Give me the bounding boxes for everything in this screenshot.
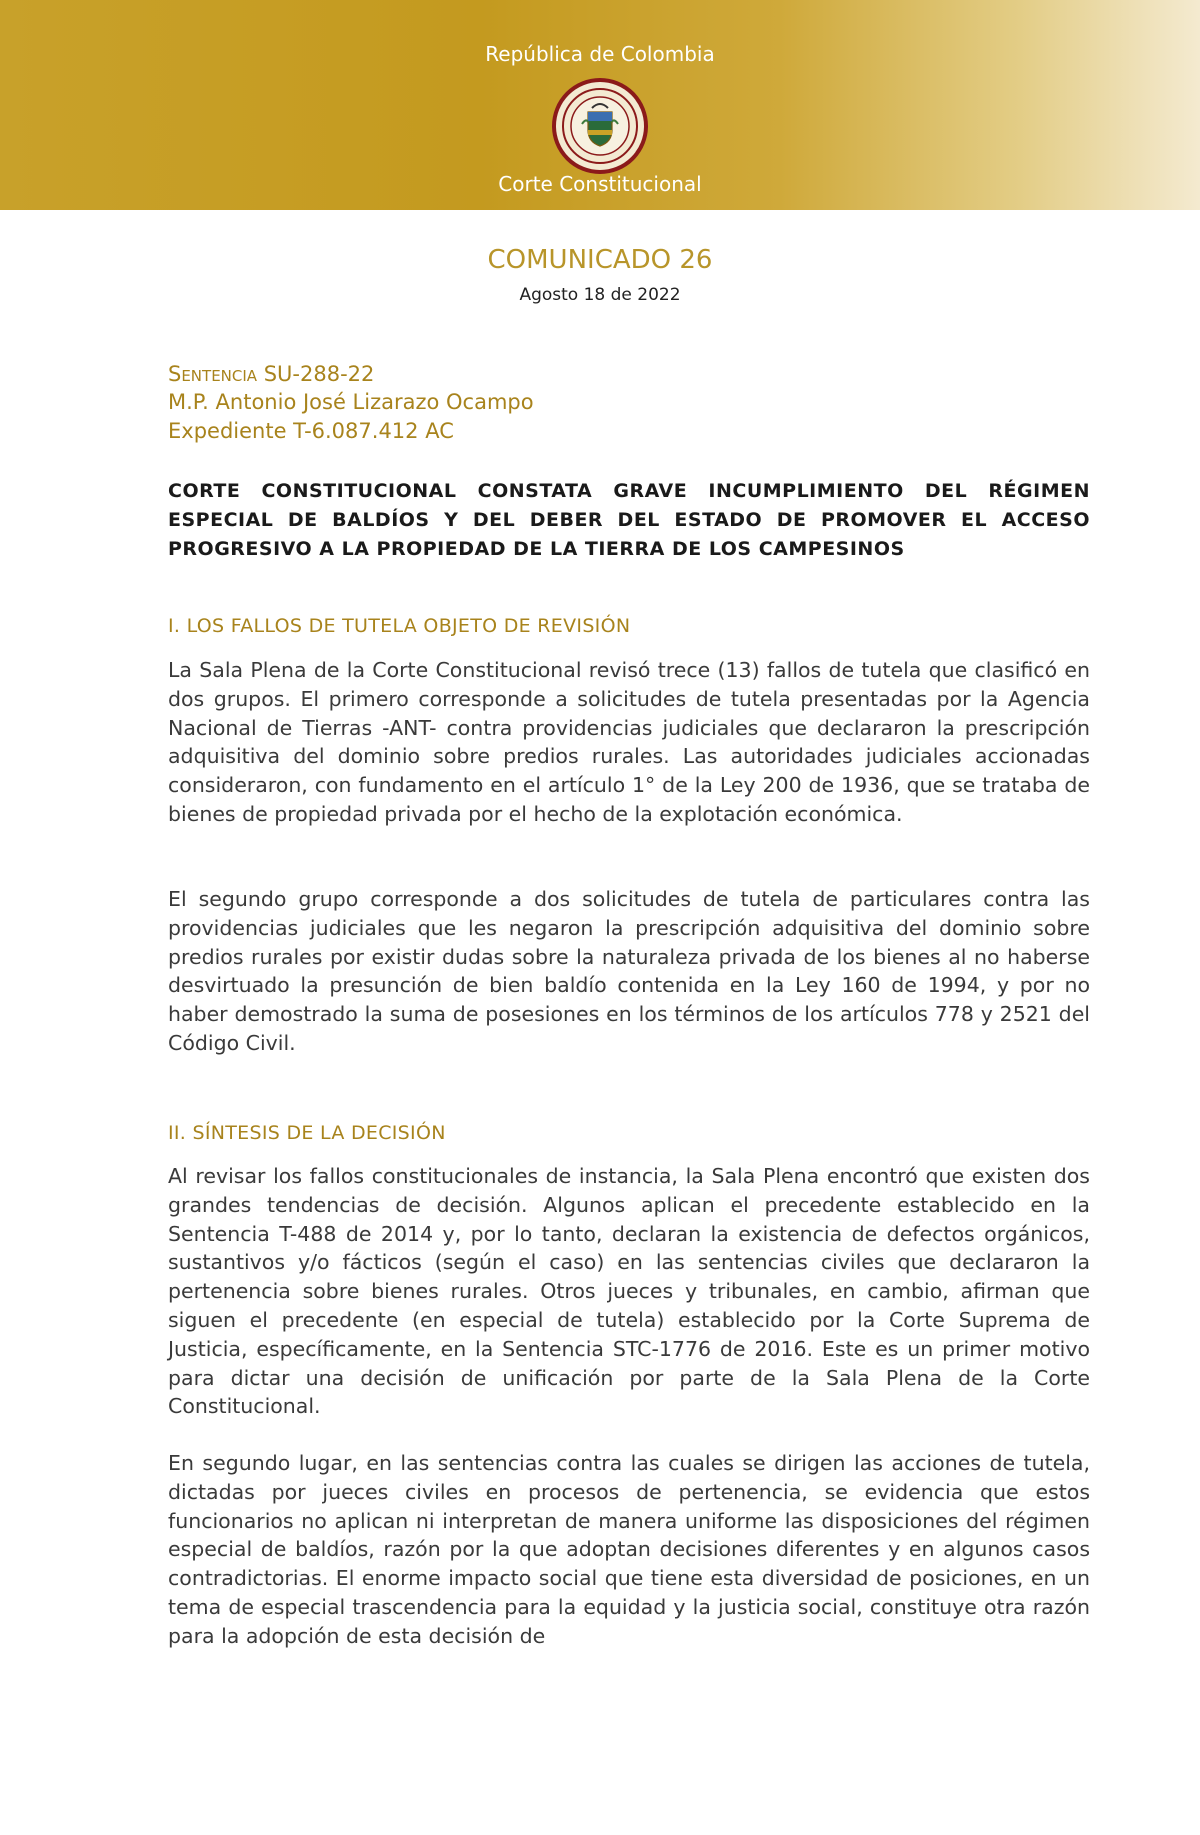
body-paragraph: Al revisar los fallos constitucionales de instancia, la Sala Plena encontró que existen dos grandes tendencias de decisión. Algunos aplican el precedente establecido en la Sentencia T-488 de 2014 y, por lo tanto, declaran la existencia de defectos orgánicos, sustantivos y/o fácticos (según el caso) en las sentencias civiles que declararon la pertenencia sobre bienes rurales. Otros jueces y tribunales, en cambio, afirman que siguen el precedente (en especial de tutela) establecido por la Corte Suprema de Justicia, específicamente, en la Sentencia STC-1776 de 2016. Este es un primer motivo para dictar una decisión de unificación por parte de la Sala Plena de la Corte Constitucional. bbox=[168, 1164, 1090, 1419]
sentencia-reference: Sentencia SU-288-22 bbox=[168, 362, 375, 386]
body-paragraph: La Sala Plena de la Corte Constitucional revisó trece (13) fallos de tutela que clasificó en dos grupos. El primero corresponde a solicitudes de tutela presentadas por la Agencia Nacional de Tierras -ANT- contra providencias judiciales que declararon la prescripción adquisitiva del dominio sobre predios rurales. Las autoridades judiciales accionadas consideraron, con fundamento en el artículo 1° de la Ley 200 de 1936, que se trataba de bienes de propiedad privada por el hecho de la explotación económica. bbox=[168, 658, 1090, 826]
header-institution-text: Corte Constitucional bbox=[498, 172, 702, 196]
header-country-text: República de Colombia bbox=[485, 42, 715, 66]
section-heading: II. SÍNTESIS DE LA DECISIÓN bbox=[168, 1122, 446, 1144]
press-headline: CORTE CONSTITUCIONAL CONSTATA GRAVE INCUMPLIMIENTO DEL RÉGIMEN ESPECIAL DE BALDÍOS Y DEL DEBER DEL ESTADO DE PROMOVER EL ACCESO PROGRESIVO A LA PROPIEDAD DE LA TIERRA DE LOS CAMPESINOS bbox=[168, 480, 1090, 560]
body-paragraph: En segundo lugar, en las sentencias contra las cuales se dirigen las acciones de tutela, dictadas por jueces civiles en procesos de pertenencia, se evidencia que estos funcionarios no aplican ni interpretan de manera uniforme las disposiciones del régimen especial de baldíos, razón por la que adoptan decisiones diferentes y en algunos casos contradictorias. El enorme impacto social que tiene esta diversidad de posiciones, en un tema de especial trascendencia para la equidad y la justicia social, constituye otra razón para la adopción de esta decisión de bbox=[168, 1451, 1090, 1648]
expediente-number: Expediente T-6.087.412 AC bbox=[168, 419, 454, 443]
communique-title: COMUNICADO 26 bbox=[487, 245, 713, 275]
court-seal-logo bbox=[552, 78, 648, 174]
body-paragraph: El segundo grupo corresponde a dos solicitudes de tutela de particulares contra las providencias judiciales que les negaron la prescripción adquisitiva del dominio sobre predios rurales por existir dudas sobre la naturaleza privada de los bienes al no haberse desvirtuado la presunción de bien baldío contenida en la Ley 160 de 1994, y por no haber demostrado la suma de posesiones en los términos de los artículos 778 y 2521 del Código Civil. bbox=[168, 887, 1090, 1055]
communique-date: Agosto 18 de 2022 bbox=[519, 285, 681, 305]
section-heading: I. LOS FALLOS DE TUTELA OBJETO DE REVISIÓN bbox=[168, 615, 631, 637]
header-banner bbox=[0, 0, 1200, 210]
magistrate-name: M.P. Antonio José Lizarazo Ocampo bbox=[168, 390, 534, 414]
